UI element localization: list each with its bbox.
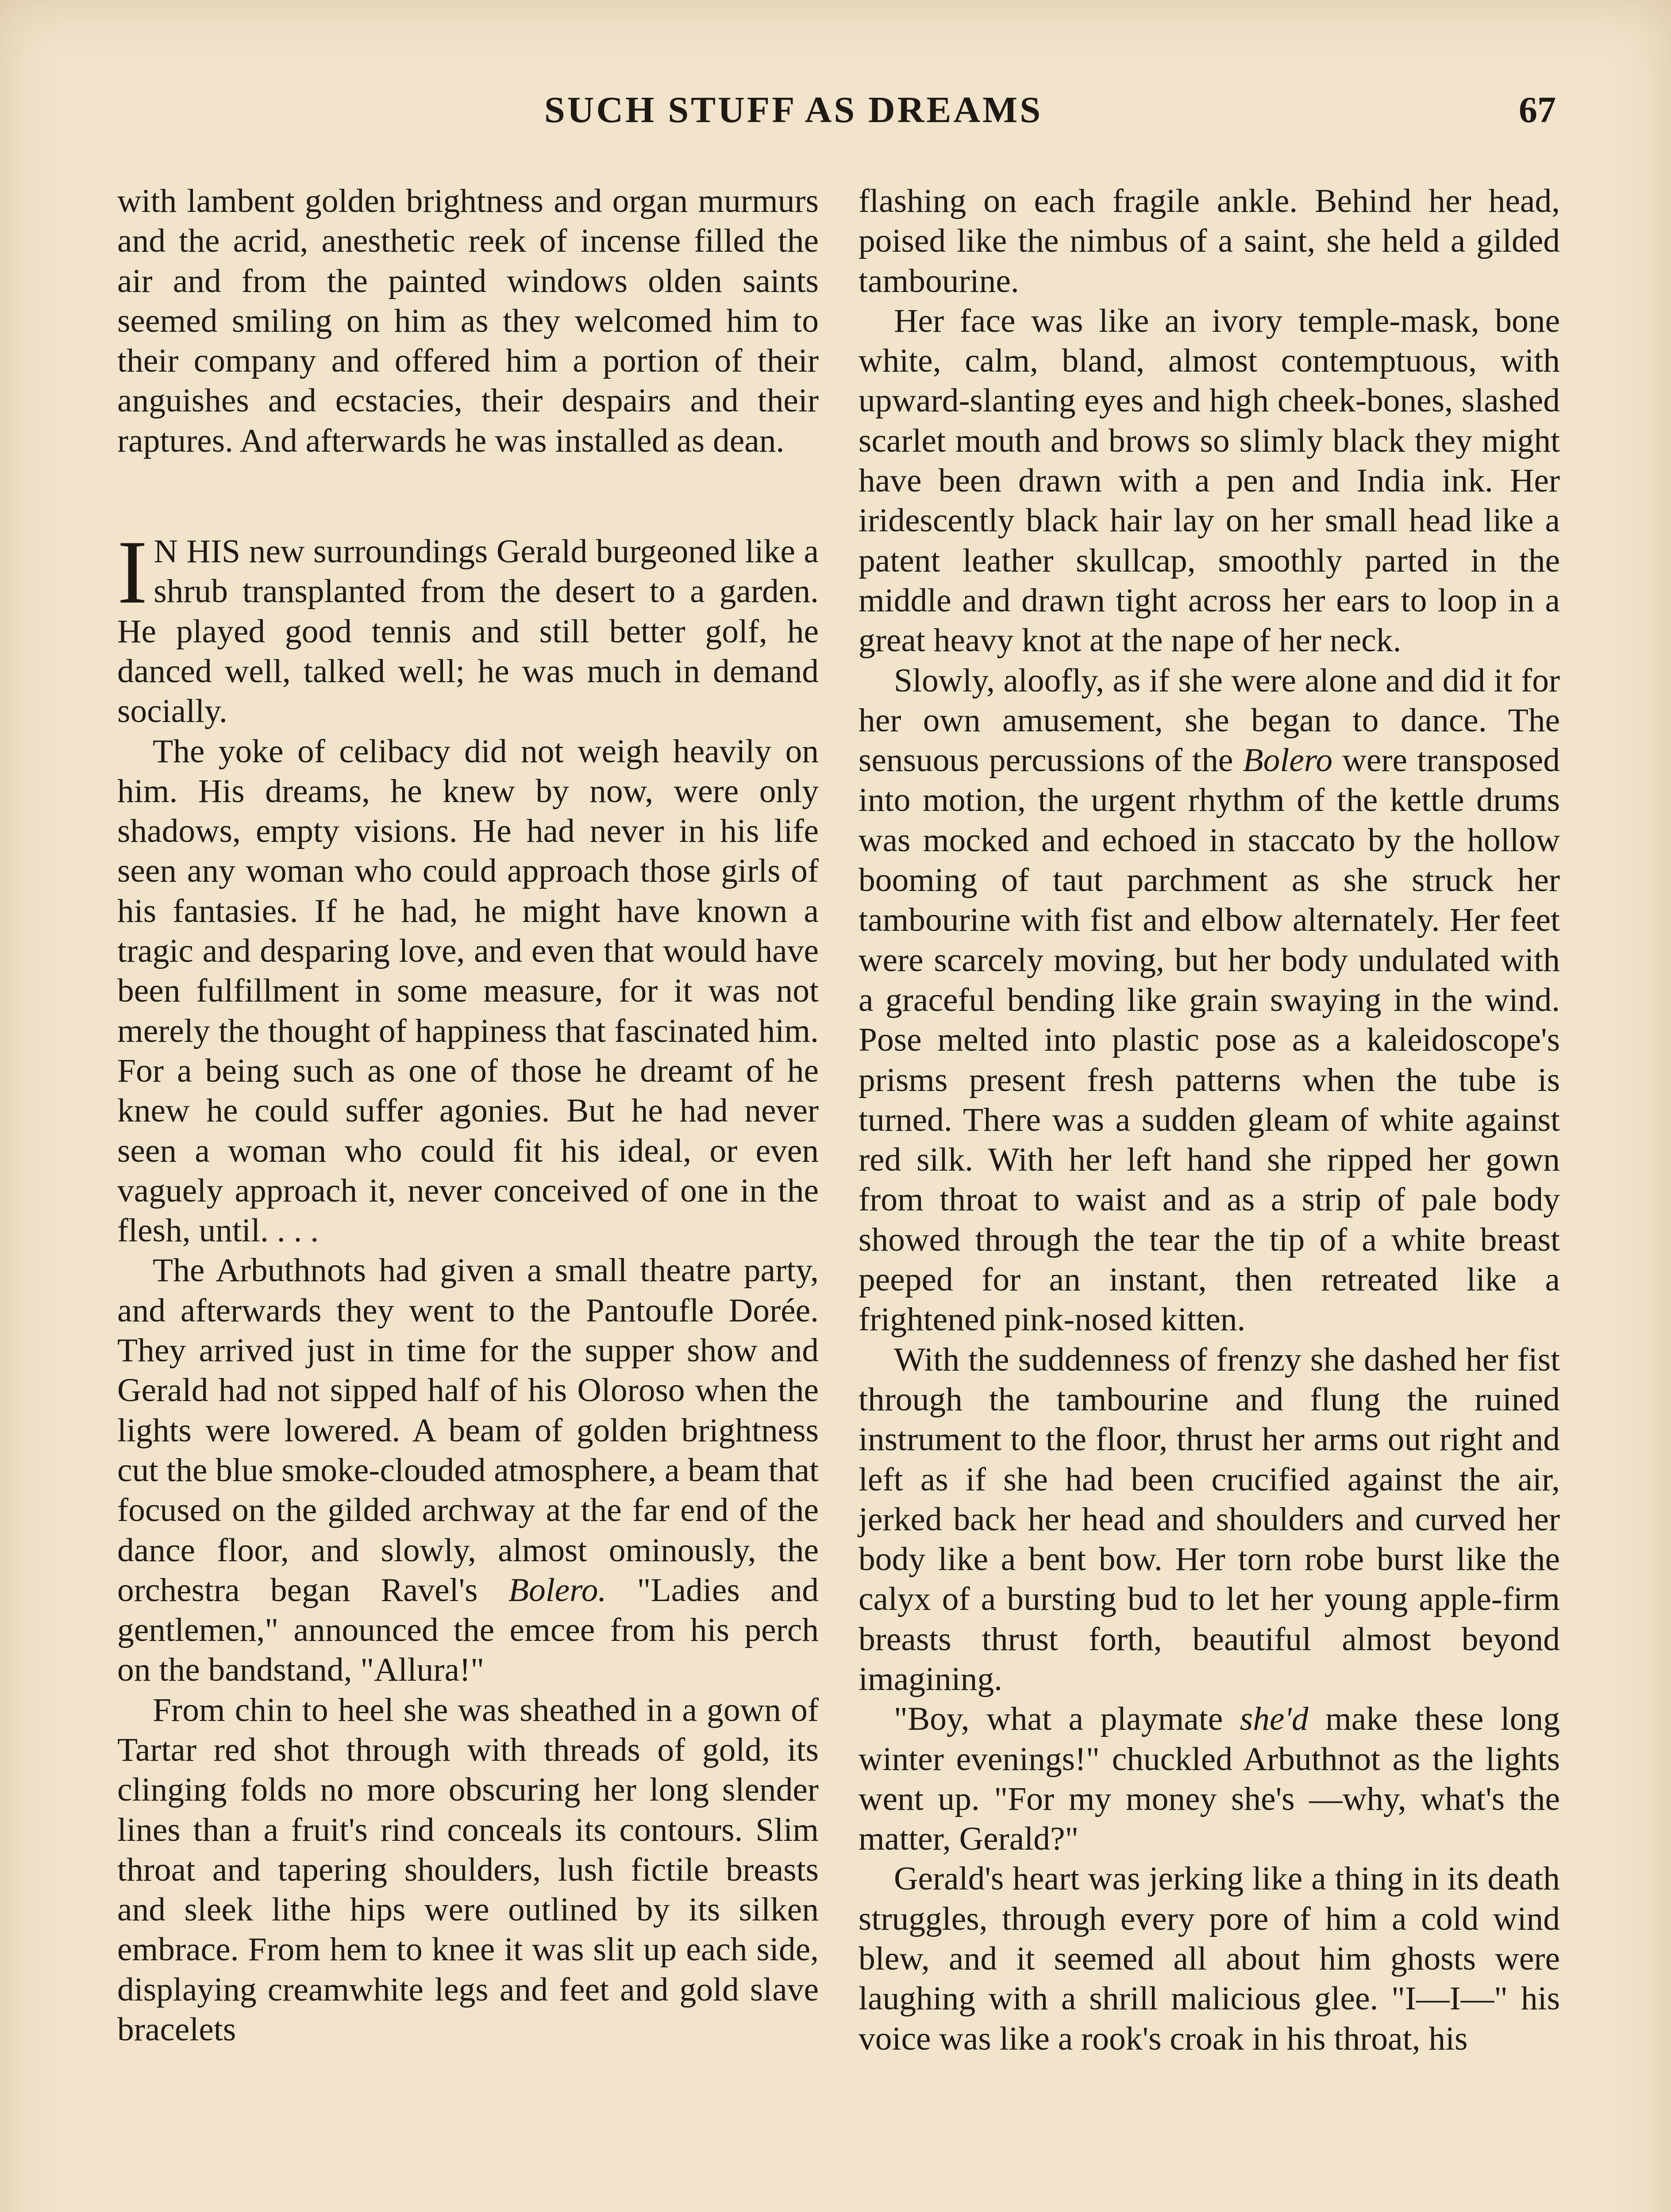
page-number: 67 <box>1519 89 1556 131</box>
running-head: SUCH STUFF AS DREAMS <box>544 89 1043 131</box>
paragraph <box>859 1699 1560 1859</box>
section-break <box>117 461 819 532</box>
paragraph-text: "Ladies and gentlemen," announced the emcee from his perch on the bandstand, "Allura!" <box>117 1571 819 1689</box>
italic-emphasis: she'd <box>1240 1701 1309 1738</box>
paragraph-text: were transposed into motion, the urgent rhythm of the kettle drums was mocked and echoed in staccato by the hollow booming of taut parchment as she struck her tambourine with fist and elbow alternately. Her feet were scarcely moving, but her body undulated with a graceful bending like grain swaying in the wind. Pose melted into plastic pose as a kaleidoscope's prisms present fresh patterns when the tube is turned. There was a sudden gleam of white against red silk. With her left hand she ripped her gown from throat to waist and as a strip of pale body showed through the tear the tip of a white breast peeped for an instant, then retreated like a frightened pink-nosed kitten. <box>859 742 1560 1338</box>
left-column <box>117 181 819 2050</box>
drop-cap: I <box>117 522 148 623</box>
paragraph-with-dropcap <box>117 522 819 731</box>
paragraph <box>859 661 1560 1340</box>
paragraph: Gerald's heart was jerking like a thing in its death struggles, through every pore of him a cold wind blew, and it seemed all about him ghosts were laughing with a shrill malicious glee. "I—I—" his voice was like a rook's croak in his throat, his <box>859 1860 1560 2057</box>
paragraph: The yoke of celibacy did not weigh heavily on him. His dreams, he knew by now, were only shadows, empty visions. He had never in his life seen any woman who could approach those girls of his fantasies. If he had, he might have known a tragic and desparing love, and even that would have been fulfillment in some measure, for it was not merely the thought of happiness that fascinated him. For a being such as one of those he dreamt of he knew he could suffer agonies. But he had never seen a woman who could fit his ideal, or even vaguely approach it, never conceived of one in the flesh, until. . . . <box>117 733 819 1249</box>
paragraph-text: Slowly, aloofly, as if she were alone and did it for her own amusement, she began to dance. The sensuous percussions of the <box>859 662 1560 779</box>
right-column <box>859 181 1560 2059</box>
paragraph: From chin to heel she was sheathed in a gown of Tartar red shot through with threads of gold, its clinging folds no more obscuring her long slender lines than a fruit's rind conceals its contours. Slim throat and tapering shoulders, lush fictile breasts and sleek lithe hips were outlined by its silken embrace. From hem to knee it was slit up each side, displaying creamwhite legs and feet and gold slave bracelets <box>117 1691 819 2048</box>
paragraph: Her face was like an ivory temple-mask, bone white, calm, bland, almost contemptuous, with upward-slanting eyes and high cheek-bones, slashed scarlet mouth and brows so slimly black they might have been drawn with a pen and India ink. Her iridescently black hair lay on her small head like a patent leather skullcap, smoothly parted in the middle and drawn tight across her ears to loop in a great heavy knot at the nape of her neck. <box>859 302 1560 659</box>
paragraph: with lambent golden brightness and organ murmurs and the acrid, anesthetic reek of incense filled the air and from the painted windows olden saints seemed smiling on him as they welcomed him to their company and offered him a portion of their anguishes and ecstacies, their despairs and their raptures. And afterwards he was installed as dean. <box>117 183 819 459</box>
paragraph-text: "Boy, what a playmate <box>894 1701 1223 1738</box>
paragraph-text: make these long winter evenings!" chuckled Arbuthnot as the lights went up. "For my money she's —why, what's the matter, Gerald?" <box>859 1701 1560 1858</box>
italic-title: Bolero <box>1243 742 1333 779</box>
italic-title: Bolero. <box>508 1571 607 1609</box>
paragraph-text: The Arbuthnots had given a small theatre party, and afterwards they went to the Pantoufle Dorée. They arrived just in time for the supper show and Gerald had not sipped half of his Oloroso when the lights were lowered. A beam of golden brightness cut the blue smoke-clouded atmosphere, a beam that focused on the gilded archway at the far end of the dance floor, and slowly, almost ominously, the orchestra began Ravel's <box>117 1252 819 1609</box>
paragraph: With the suddenness of frenzy she dashed her fist through the tambourine and flung the ruined instrument to the floor, thrust her arms out right and left as if she had been crucified against the air, jerked back her head and shoulders and curved her body like a bent bow. Her torn robe burst like the calyx of a bursting bud to let her young apple-firm breasts thrust forth, beautiful almost beyond imagining. <box>859 1341 1560 1697</box>
paragraph-text: N HIS new surroundings Gerald burgeoned like a shrub transplanted from the desert to a garden. He played good tennis and still better golf, he danced well, talked well; he was much in demand socially. <box>117 533 819 730</box>
paragraph: flashing on each fragile ankle. Behind her head, poised like the nimbus of a saint, she held a gilded tambourine. <box>859 183 1560 300</box>
paragraph <box>117 1251 819 1690</box>
